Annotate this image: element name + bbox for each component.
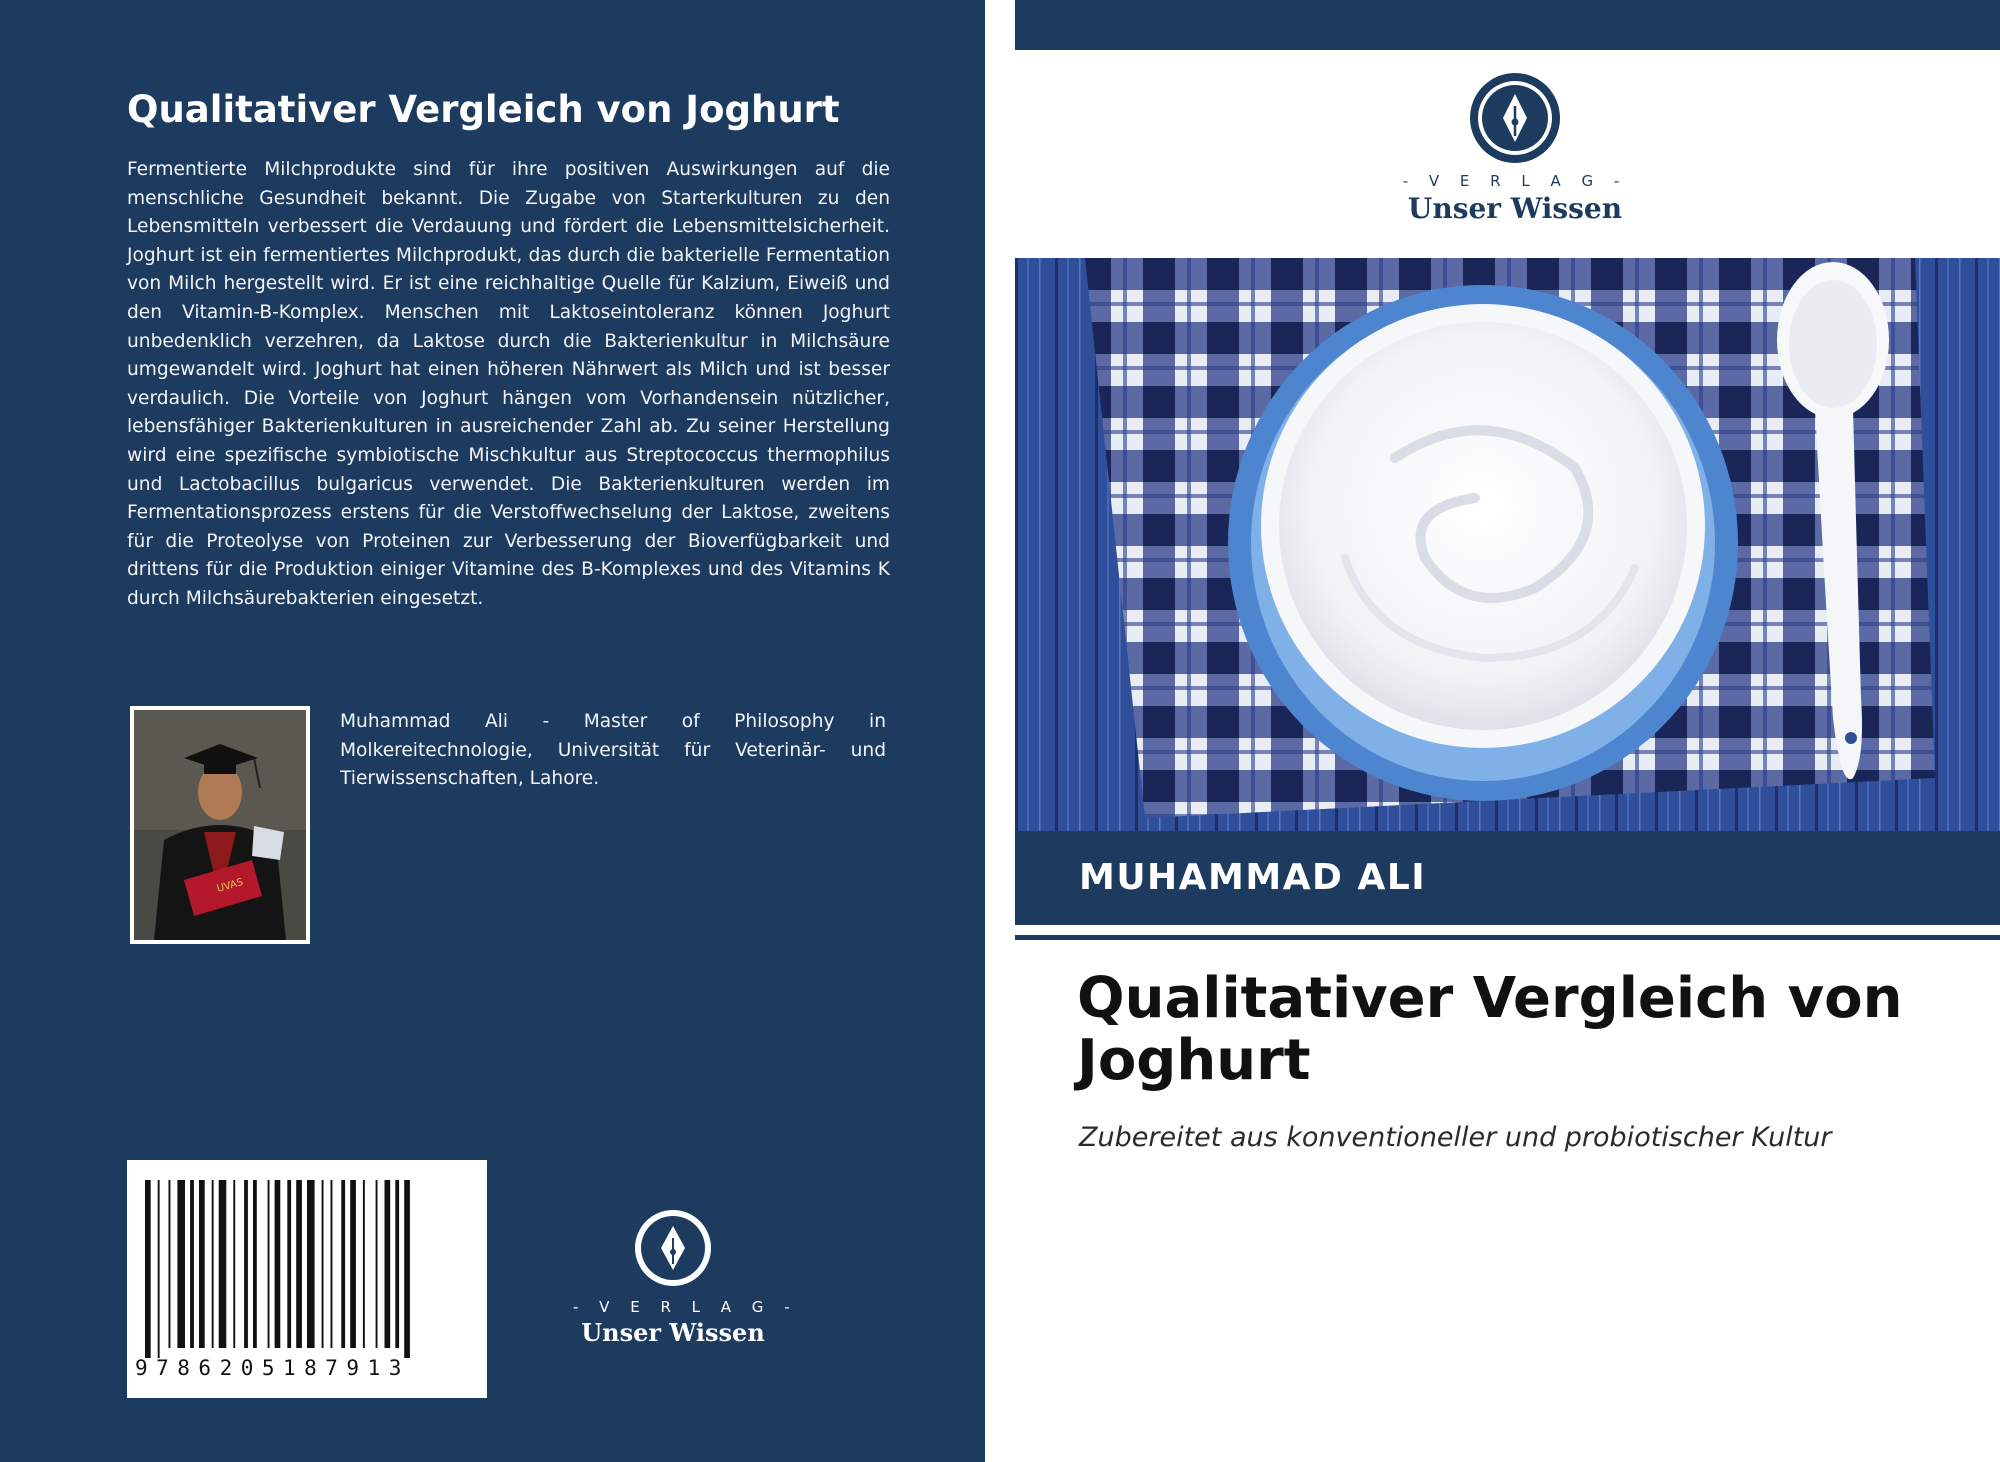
svg-text:UVAS: UVAS (215, 876, 245, 895)
front-top-bar (1015, 0, 2000, 50)
barcode-bar (169, 1180, 171, 1348)
front-divider (1015, 935, 2000, 940)
barcode-bar (253, 1180, 257, 1348)
front-cover-title: Qualitativer Vergleich von Joghurt (1077, 966, 1903, 1093)
barcode-bars (127, 1160, 487, 1360)
barcode-bar (177, 1180, 185, 1348)
barcode-bar (145, 1180, 151, 1358)
barcode-bar (275, 1180, 281, 1348)
barcode-bar (322, 1180, 324, 1348)
barcode-bar (199, 1180, 205, 1348)
back-publisher-logo (573, 1208, 798, 1347)
author-portrait (130, 706, 310, 944)
barcode-bar (296, 1180, 302, 1348)
barcode-bar (244, 1180, 248, 1348)
back-cover-title: Qualitativer Vergleich von Joghurt (127, 88, 840, 131)
barcode-bar (363, 1180, 365, 1348)
barcode-bar (307, 1180, 315, 1348)
back-cover (0, 0, 985, 1462)
front-publisher-logo (1335, 72, 1695, 225)
fountain-pen-nib-icon (633, 1208, 713, 1288)
barcode-bar (341, 1180, 345, 1348)
barcode-bar (331, 1180, 333, 1348)
front-cover (1015, 0, 2000, 1462)
author-band (1015, 831, 2000, 925)
front-cover-subtitle: Zubereitet aus konventioneller und probiotischer Kultur (1079, 1122, 1832, 1153)
barcode-bar (233, 1180, 235, 1348)
barcode-bar (219, 1180, 227, 1348)
fountain-pen-nib-icon (1469, 72, 1561, 164)
back-verlag-text: - V E R L A G - (573, 1298, 798, 1316)
barcode-bar (158, 1180, 160, 1358)
back-publisher-name: Unser Wissen (581, 1318, 765, 1347)
author-portrait-image (134, 710, 306, 940)
barcode-bar (395, 1180, 399, 1348)
front-verlag-text: - V E R L A G - (1402, 172, 1628, 190)
barcode-bar (376, 1180, 378, 1348)
barcode-bar (404, 1180, 410, 1358)
spine (985, 0, 1015, 1462)
barcode-bar (268, 1180, 270, 1348)
barcode-bar (287, 1180, 291, 1348)
back-cover-blurb: Fermentierte Milchprodukte sind für ihre positiven Auswirkungen auf die menschliche Gesundheit bekannt. Die Zugabe von Starterkulturen zu den Lebensmitteln verbessert die Verdauung und fördert die Lebensmittelsicherheit. Joghurt ist ein fermentiertes Milchprodukt, das durch die bakterielle Fermentation von Milch hergestellt wird. Er ist eine reichhaltige Quelle für Kalzium, Eiweiß und den Vitamin-B-Komplex. Menschen mit Laktoseintoleranz können Joghurt unbedenklich verzehren, da Laktose durch die Bakterienkultur in Milchsäure umgewandelt wird. Joghurt hat einen höheren Nährwert als Milch und ist besser verdaulich. Die Vorteile von Joghurt hängen vom Vorhandensein nützlicher, lebensfähiger Bakterienkulturen in ausreichender Zahl ab. Zu seiner Herstellung wird eine spezifische symbiotische Mischkultur aus Streptococcus thermophilus und Lactobacillus bulgaricus verwendet. Die Bakterienkulturen werden im Fermentationsprozess erstens für die Verstoffwechselung der Laktose, zweitens für die Proteolyse von Proteinen zur Verbesserung der Bioverfügbarkeit und drittens für die Produktion einiger Vitamine des B-Komplexes und des Vitamins K durch Milchsäurebakterien eingesetzt. (127, 159, 890, 609)
front-publisher-name: Unser Wissen (1407, 192, 1623, 225)
barcode (127, 1160, 487, 1398)
author-bio: Muhammad Ali - Master of Philosophy in Molkereitechnologie, Universität für Veterinär- und Tierwissenschaften, Lahore. (340, 711, 886, 790)
yogurt-bowl-photo (1015, 258, 2000, 831)
barcode-bar (212, 1180, 214, 1348)
author-name: MUHAMMAD ALI (1079, 857, 1427, 898)
barcode-bar (385, 1180, 391, 1348)
barcode-number: 9786205187913 (135, 1356, 410, 1380)
barcode-bar (350, 1180, 356, 1348)
barcode-bar (190, 1180, 194, 1348)
